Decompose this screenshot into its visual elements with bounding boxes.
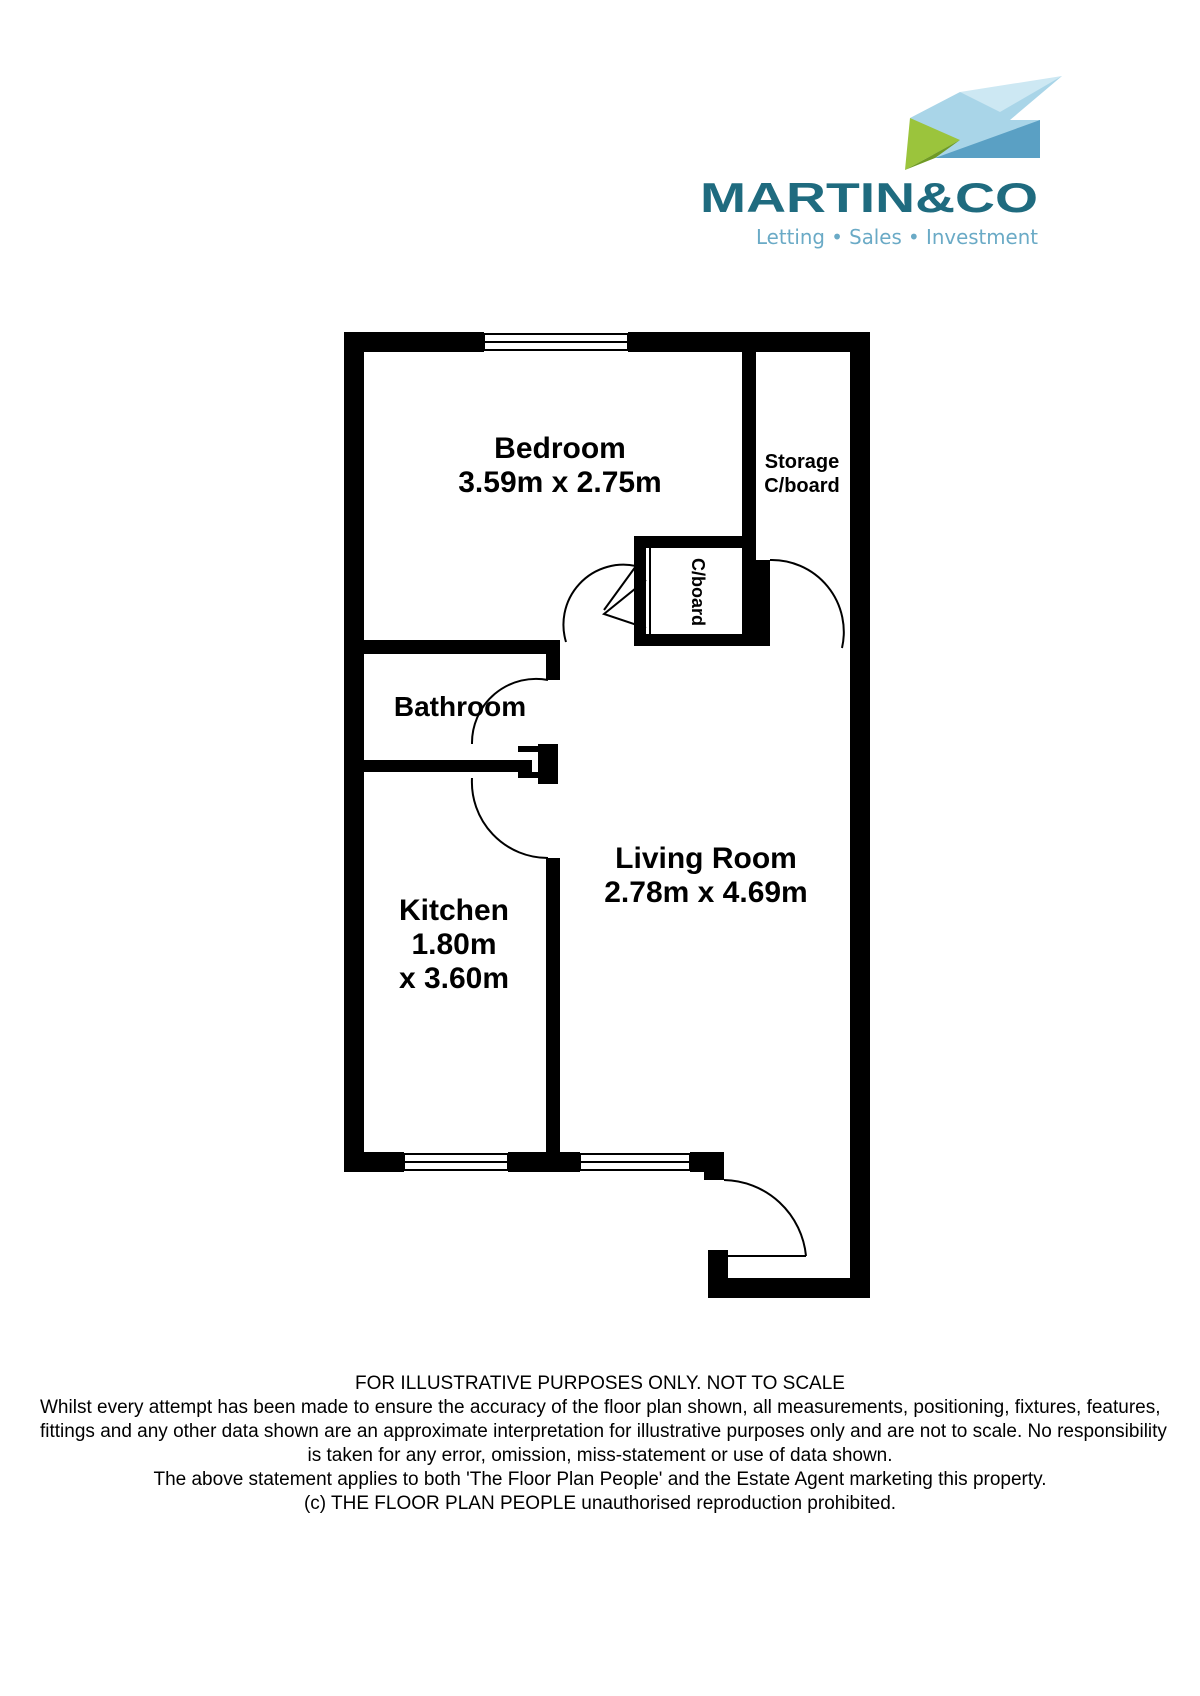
brand-tagline: Letting • Sales • Investment: [756, 225, 1039, 249]
kitchen-name: Kitchen: [398, 894, 510, 927]
brand-wordmark: MARTIN&CO: [700, 174, 1038, 221]
kitchen-size-width: 1.80m: [411, 928, 497, 961]
disclaimer-line-4: is taken for any error, omission, miss-statement or use of data shown.: [307, 1445, 893, 1466]
kitchen-size-length: x 3.60m: [398, 962, 510, 995]
storage-label-line2: C/board: [764, 475, 840, 497]
bedroom-name: Bedroom: [494, 432, 626, 465]
storage-label-line1: Storage: [764, 451, 840, 473]
disclaimer-line-3: fittings and any other data shown are an approximate interpretation for illustrative purposes only and are not to scale. No responsibility: [40, 1421, 1167, 1442]
disclaimer-line-2: Whilst every attempt has been made to ensure the accuracy of the floor plan shown, all measurements, positioning, fixtures, features,: [40, 1397, 1161, 1418]
bathroom-name: Bathroom: [393, 691, 527, 722]
cupboard-label: C/board: [688, 557, 708, 627]
bedroom-size: 3.59m x 2.75m: [458, 466, 662, 499]
disclaimer-line-1: FOR ILLUSTRATIVE PURPOSES ONLY. NOT TO SCALE: [355, 1373, 845, 1394]
disclaimer-line-5: The above statement applies to both 'The Floor Plan People' and the Estate Agent marketing this property.: [153, 1469, 1047, 1490]
disclaimer: [40, 1372, 1167, 1516]
disclaimer-line-6: (c) THE FLOOR PLAN PEOPLE unauthorised reproduction prohibited.: [303, 1493, 897, 1514]
living-room-name: Living Room: [615, 842, 797, 875]
living-room-size: 2.78m x 4.69m: [604, 876, 808, 909]
